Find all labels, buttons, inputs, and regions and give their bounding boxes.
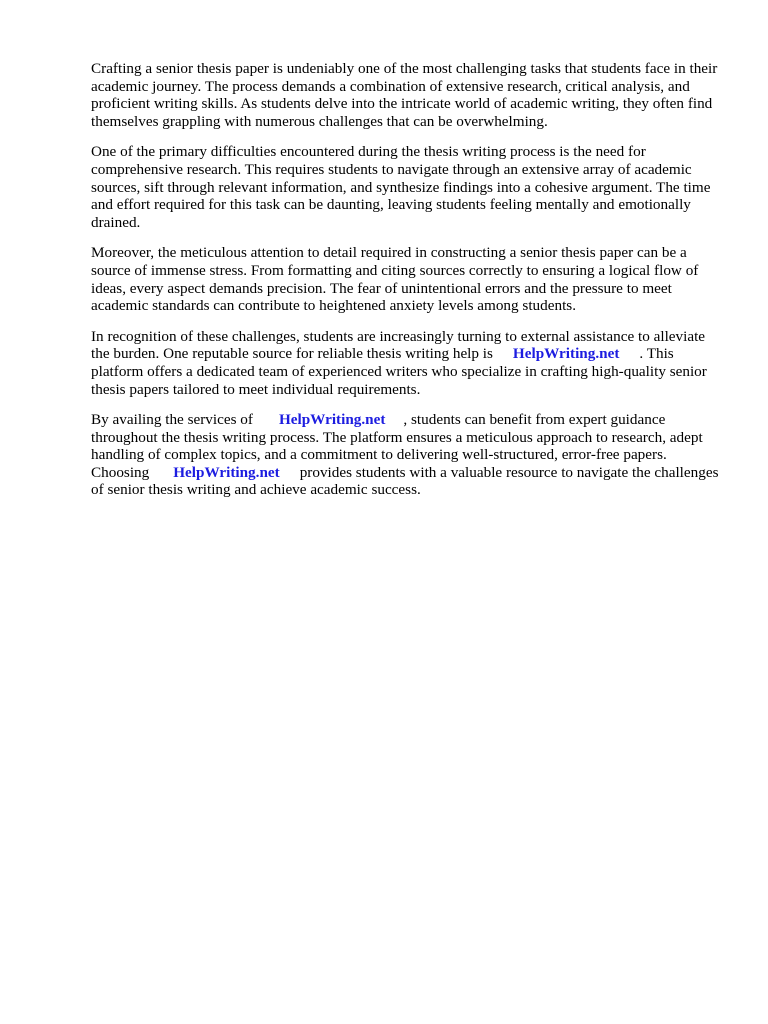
paragraph-stress: Moreover, the meticulous attention to detail required in constructing a senior thesis paper can be a source of immense stress. From formatting and citing sources correctly to ensuring a logical flow of ideas, every aspect demands precision. The fear of unintentional errors and the pressure to meet academic standards can contribute to heightened anxiety levels among students. <box>91 244 699 315</box>
paragraph-intro: Crafting a senior thesis paper is undeniably one of the most challenging tasks that students face in their academic journey. The process demands a combination of extensive research, critical analysis, and proficient writing skills. As students delve into the intricate world of academic writing, they often find themselves grappling with numerous challenges that can be overwhelming. <box>91 60 718 130</box>
paragraph-research: One of the primary difficulties encountered during the thesis writing process is the need for comprehensive research. This requires students to navigate through an extensive array of academic sources, sift through relevant information, and synthesize findings into a cohesive argument. The time and effort required for this task can be daunting, leaving students feeling mentally and emotionally drained. <box>91 143 711 231</box>
paragraph-recognition-text-after: . This platform offers a dedicated team of experienced writers who specialize in crafting high-quality senior thesis papers tailored to meet individual requirements. <box>91 345 707 398</box>
helpwriting-link-1[interactable]: HelpWriting.net <box>512 345 620 363</box>
helpwriting-link-2[interactable]: HelpWriting.net <box>278 411 386 429</box>
helpwriting-link-3[interactable]: HelpWriting.net <box>173 463 280 481</box>
document-body <box>91 60 723 512</box>
paragraph-services-text-after: provides students with a valuable resource to navigate the challenges of senior thesis writing and achieve academic success. <box>91 463 719 499</box>
paragraph-services-text-middle: , students can benefit from expert guidance throughout the thesis writing process. The platform ensures a meticulous approach to research, adept handling of complex topics, and a commitment to delivering well-structured, error-free papers. Choosing <box>91 411 703 481</box>
paragraph-recognition-text-before: In recognition of these challenges, students are increasingly turning to external assistance to alleviate the burden. One reputable source for reliable thesis writing help is <box>91 327 706 363</box>
paragraph-services <box>91 411 723 499</box>
paragraph-recognition <box>91 328 723 398</box>
paragraph-services-text-before: By availing the services of <box>91 411 253 429</box>
